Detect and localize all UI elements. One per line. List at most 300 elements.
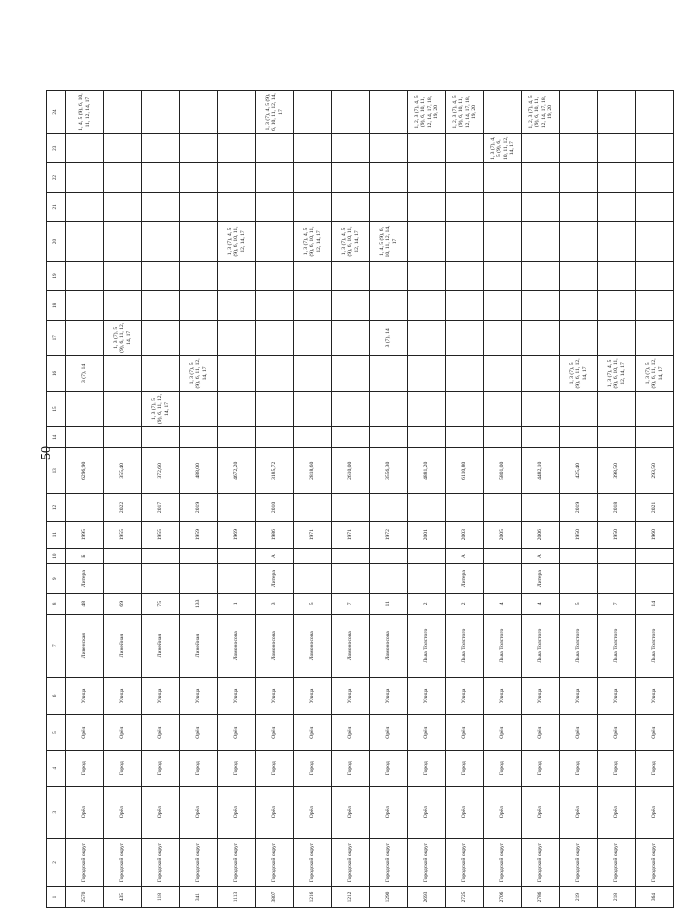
table-cell-col-5: Орёл [636,715,674,751]
page-number: 50 [39,446,54,460]
table-cell-col-9 [408,564,446,593]
table-row [104,91,142,908]
table-cell-col-18 [218,291,256,320]
table-cell-col-5: Орёл [408,715,446,751]
table-cell-col-17: 3 (7), 14 [370,320,408,356]
table-cell-col-10 [560,548,598,564]
column-number-cell: 13 [47,448,66,494]
table-cell-col-7: Льва Толстого [522,614,560,677]
table-cell-col-14 [408,427,446,448]
table-cell-col-4: Город [218,750,256,786]
table-cell-col-8: 5 [294,593,332,614]
table-cell-col-18 [142,291,180,320]
table-cell-col-13: 4672,20 [218,448,256,494]
table-cell-col-14 [522,427,560,448]
table-cell-col-7: Линейная [104,614,142,677]
table-cell-col-20: 1, 3 (7), 4, 5 (9), 6, 10, 11, 12, 14, 17 [294,222,332,262]
table-cell-col-3: Орёл [66,786,104,838]
table-row [636,91,674,908]
table-cell-col-22 [370,163,408,192]
table-cell-col-6: Улица [560,677,598,715]
table-cell-col-17 [180,320,218,356]
table-cell-col-24: 1, 2, 3 (7), 4, 5 (9), 6, 10, 11, 12, 14, 17, 18, 19, 20 [522,91,560,134]
table-cell-col-22 [484,163,522,192]
table-cell-col-4: Город [522,750,560,786]
table-cell-col-2: Городской округ [446,838,484,886]
table-cell-col-2: Городской округ [104,838,142,886]
table-cell-col-14 [180,427,218,448]
table-row [66,91,104,908]
table-cell-col-19 [560,261,598,290]
column-number-cell: 24 [47,91,66,134]
table-cell-col-15 [560,391,598,427]
column-number-cell: 19 [47,261,66,290]
table-cell-col-4: Город [104,750,142,786]
table-row [560,91,598,908]
table-cell-col-15 [370,391,408,427]
table-cell-col-6: Улица [256,677,294,715]
table-cell-col-21 [484,192,522,221]
table-cell-col-23 [522,134,560,163]
table-cell-col-1: 219 [560,887,598,908]
table-cell-col-5: Орёл [256,715,294,751]
table-cell-col-18 [66,291,104,320]
table-cell-col-16 [484,356,522,392]
table-cell-col-11: 1950 [598,521,636,548]
table-cell-col-2: Городской округ [66,838,104,886]
table-row [180,91,218,908]
table-cell-col-19 [256,261,294,290]
table-cell-col-23 [598,134,636,163]
table-cell-col-18 [256,291,294,320]
table-cell-col-16 [522,356,560,392]
table-cell-col-21 [332,192,370,221]
table-cell-col-16 [142,356,180,392]
table-cell-col-14 [256,427,294,448]
table-cell-col-15 [446,391,484,427]
table-cell-col-13: 488,00 [180,448,218,494]
table-cell-col-9 [560,564,598,593]
table-cell-col-23 [142,134,180,163]
table-cell-col-15 [484,391,522,427]
table-cell-col-1: 218 [598,887,636,908]
table-cell-col-22 [598,163,636,192]
table-cell-col-20: 1, 3 (7), 4, 5 (9), 6, 10, 11, 12, 14, 17 [332,222,370,262]
table-cell-col-8: 75 [142,593,180,614]
table-cell-col-9: Литера [522,564,560,593]
table-cell-col-16: 1, 3 (7), 5 (9), 6, 11, 12, 14, 17 [560,356,598,392]
table-cell-col-16 [370,356,408,392]
table-cell-col-1: 2786 [522,887,560,908]
table-row [484,91,522,908]
table-cell-col-16: 1, 3 (7), 4, 5 (9), 6, 10, 11, 12, 14, 17 [598,356,636,392]
table-cell-col-19 [180,261,218,290]
table-cell-col-24 [370,91,408,134]
table-cell-col-6: Улица [408,677,446,715]
table-cell-col-17 [446,320,484,356]
table-cell-col-3: Орёл [370,786,408,838]
table-cell-col-2: Городской округ [256,838,294,886]
table-cell-col-10: Б [66,548,104,564]
table-cell-col-21 [446,192,484,221]
column-number-cell: 5 [47,715,66,751]
table-cell-col-5: Орёл [142,715,180,751]
table-cell-col-23 [180,134,218,163]
table-cell-col-16 [446,356,484,392]
table-cell-col-23 [218,134,256,163]
table-cell-col-19 [598,261,636,290]
table-cell-col-17 [484,320,522,356]
table-cell-col-14 [484,427,522,448]
table-cell-col-21 [142,192,180,221]
table-cell-col-18 [446,291,484,320]
table-cell-col-18 [522,291,560,320]
table-cell-col-10: А [522,548,560,564]
table-cell-col-24 [636,91,674,134]
table-cell-col-20 [522,222,560,262]
table-cell-col-19 [370,261,408,290]
table-cell-col-16 [104,356,142,392]
table-cell-col-11: 1955 [142,521,180,548]
table-cell-col-23 [370,134,408,163]
table-cell-col-11: 2006 [522,521,560,548]
table-cell-col-2: Городской округ [560,838,598,886]
table-cell-col-3: Орёл [256,786,294,838]
table-cell-col-15 [66,391,104,427]
table-cell-col-20 [446,222,484,262]
table-cell-col-3: Орёл [408,786,446,838]
table-cell-col-6: Улица [636,677,674,715]
table-cell-col-5: Орёл [180,715,218,751]
table-cell-col-6: Улица [218,677,256,715]
table-cell-col-14 [294,427,332,448]
table-cell-col-21 [522,192,560,221]
table-cell-col-2: Городской округ [218,838,256,886]
table-cell-col-5: Орёл [294,715,332,751]
table-cell-col-19 [446,261,484,290]
table-cell-col-3: Орёл [560,786,598,838]
table-cell-col-11: 1971 [294,521,332,548]
column-number-cell: 9 [47,564,66,593]
table-cell-col-23 [446,134,484,163]
table-cell-col-2: Городской округ [636,838,674,886]
table-cell-col-13: 3556,30 [370,448,408,494]
table-cell-col-13: 398,50 [598,448,636,494]
table-cell-col-2: Городской округ [180,838,218,886]
table-cell-col-18 [560,291,598,320]
table-cell-col-17 [66,320,104,356]
table-cell-col-5: Орёл [332,715,370,751]
table-cell-col-14 [446,427,484,448]
table-cell-col-21 [636,192,674,221]
table-cell-col-22 [66,163,104,192]
table-cell-col-4: Город [370,750,408,786]
table-cell-col-20 [636,222,674,262]
table-cell-col-13: 355,40 [104,448,142,494]
table-cell-col-21 [598,192,636,221]
table-cell-col-1: 1290 [370,887,408,908]
table-cell-col-1: 435 [104,887,142,908]
table-cell-col-2: Городской округ [484,838,522,886]
table-cell-col-7: Ломоносова [332,614,370,677]
table-cell-col-15 [636,391,674,427]
table-cell-col-3: Орёл [446,786,484,838]
table-cell-col-8: 2 [408,593,446,614]
table-cell-col-9 [598,564,636,593]
table-cell-col-20 [560,222,598,262]
column-number-cell: 10 [47,548,66,564]
table-cell-col-11: 1972 [370,521,408,548]
table-cell-col-15 [598,391,636,427]
table-cell-col-17 [256,320,294,356]
table-cell-col-21 [218,192,256,221]
table-cell-col-12: 2018 [598,494,636,521]
table-cell-col-3: Орёл [332,786,370,838]
table-cell-col-21 [66,192,104,221]
table-cell-col-12 [408,494,446,521]
table-cell-col-2: Городской округ [522,838,560,886]
table-cell-col-15 [294,391,332,427]
column-number-cell: 11 [47,521,66,548]
table-cell-col-8: 48 [66,593,104,614]
table-cell-col-14 [66,427,104,448]
table-cell-col-21 [180,192,218,221]
table-cell-col-24 [104,91,142,134]
table-cell-col-17 [636,320,674,356]
table-cell-col-9 [218,564,256,593]
table-cell-col-16 [332,356,370,392]
table-cell-col-21 [560,192,598,221]
table-cell-col-13: 425,40 [560,448,598,494]
table-cell-col-8: 133 [180,593,218,614]
table-cell-col-4: Город [332,750,370,786]
table-cell-col-4: Город [560,750,598,786]
table-cell-col-24 [484,91,522,134]
table-cell-col-6: Улица [294,677,332,715]
table-cell-col-3: Орёл [142,786,180,838]
table-cell-col-2: Городской округ [370,838,408,886]
table-cell-col-12 [446,494,484,521]
table-cell-col-14 [142,427,180,448]
table-cell-col-24: 1, 2, 3 (7), 4, 5 (9), 6, 10, 11, 12, 14, 17, 18, 19, 20 [408,91,446,134]
table-row [218,91,256,908]
table-cell-col-4: Город [484,750,522,786]
table-cell-col-9 [294,564,332,593]
table-cell-col-17 [294,320,332,356]
table-cell-col-6: Улица [484,677,522,715]
table-cell-col-12 [66,494,104,521]
table-cell-col-19 [142,261,180,290]
table-cell-col-18 [370,291,408,320]
table-cell-col-18 [598,291,636,320]
table-cell-col-24: 1, 2, 3 (7), 4, 5 (9), 6, 10, 11, 12, 14, 17, 18, 19, 20 [446,91,484,134]
table-cell-col-5: Орёл [104,715,142,751]
table-row [332,91,370,908]
table-cell-col-20 [180,222,218,262]
table-cell-col-5: Орёл [484,715,522,751]
column-number-cell: 4 [47,750,66,786]
table-cell-col-10 [636,548,674,564]
table-cell-col-1: 2693 [408,887,446,908]
table-cell-col-10 [180,548,218,564]
column-number-cell: 23 [47,134,66,163]
column-number-cell: 12 [47,494,66,521]
table-cell-col-10 [104,548,142,564]
table-cell-col-7: Льва Толстого [408,614,446,677]
table-cell-col-13: 2818,60 [294,448,332,494]
table-cell-col-3: Орёл [180,786,218,838]
table-cell-col-1: 2725 [446,887,484,908]
table-cell-col-13: 2610,00 [332,448,370,494]
column-number-cell: 14 [47,427,66,448]
table-cell-col-23 [294,134,332,163]
table-cell-col-10 [332,548,370,564]
column-number-cell: 18 [47,291,66,320]
table-cell-col-11: 1955 [104,521,142,548]
table-cell-col-14 [370,427,408,448]
table-cell-col-17 [218,320,256,356]
table-cell-col-5: Орёл [446,715,484,751]
table-cell-col-3: Орёл [636,786,674,838]
table-cell-col-6: Улица [370,677,408,715]
table-cell-col-1: 118 [142,887,180,908]
table-cell-col-7: Ломоносова [294,614,332,677]
table-cell-col-8: 4 [484,593,522,614]
column-number-cell: 22 [47,163,66,192]
table-row [370,91,408,908]
table-cell-col-7: Ливенская [66,614,104,677]
table-cell-col-6: Улица [522,677,560,715]
table-cell-col-4: Город [408,750,446,786]
table-cell-col-22 [636,163,674,192]
table-cell-col-10: А [256,548,294,564]
table-cell-col-23 [560,134,598,163]
table-cell-col-14 [332,427,370,448]
table-cell-col-4: Город [598,750,636,786]
table-cell-col-7: Льва Толстого [560,614,598,677]
table-cell-col-6: Улица [332,677,370,715]
table-cell-col-1: 1113 [218,887,256,908]
column-number-cell: 15 [47,391,66,427]
table-cell-col-8: 5 [560,593,598,614]
table-cell-col-19 [636,261,674,290]
column-number-cell: 7 [47,614,66,677]
table-cell-col-2: Городской округ [598,838,636,886]
table-cell-col-13: 293,50 [636,448,674,494]
table-cell-col-19 [522,261,560,290]
table-cell-col-14 [218,427,256,448]
table-cell-col-2: Городской округ [408,838,446,886]
table-cell-col-23 [66,134,104,163]
table-cell-col-12: 2022 [104,494,142,521]
table-cell-col-13: 6296,90 [66,448,104,494]
table-cell-col-5: Орёл [66,715,104,751]
table-cell-col-14 [104,427,142,448]
table-cell-col-24 [560,91,598,134]
table-cell-col-17 [142,320,180,356]
table-cell-col-10: А [446,548,484,564]
table-cell-col-22 [560,163,598,192]
table-cell-col-6: Улица [142,677,180,715]
table-cell-col-4: Город [180,750,218,786]
table-cell-col-12: 2021 [636,494,674,521]
table-cell-col-4: Город [142,750,180,786]
table-cell-col-16: 1, 3 (7), 5 (9), 6, 11, 12, 14, 17 [180,356,218,392]
table-row [256,91,294,908]
table-cell-col-20: 1, 4, 5 (9), 6, 10, 11, 12, 14, 17 [370,222,408,262]
table-cell-col-10 [370,548,408,564]
table-cell-col-14 [598,427,636,448]
table-cell-col-20 [66,222,104,262]
table-cell-col-1: 341 [180,887,218,908]
table-cell-col-2: Городской округ [294,838,332,886]
table-cell-col-18 [104,291,142,320]
table-cell-col-21 [104,192,142,221]
table-cell-col-15 [104,391,142,427]
table-cell-col-20 [598,222,636,262]
table-cell-col-23 [256,134,294,163]
table-cell-col-12 [484,494,522,521]
table-cell-col-13: 4881,20 [408,448,446,494]
table-cell-col-12: 2017 [142,494,180,521]
table-cell-col-18 [332,291,370,320]
table-cell-col-8: 1 [218,593,256,614]
table-cell-col-12 [332,494,370,521]
table-cell-col-11: 1971 [332,521,370,548]
table-cell-col-7: Ломоносова [370,614,408,677]
table-cell-col-3: Орёл [598,786,636,838]
table-cell-col-11: 1960 [636,521,674,548]
table-cell-col-22 [522,163,560,192]
table-cell-col-9 [484,564,522,593]
table-cell-col-7: Ломоносова [218,614,256,677]
table-cell-col-22 [218,163,256,192]
column-number-cell: 20 [47,222,66,262]
table-cell-col-19 [294,261,332,290]
table-cell-col-7: Льва Толстого [446,614,484,677]
table-cell-col-11: 1969 [218,521,256,548]
table-cell-col-14 [560,427,598,448]
table-cell-col-5: Орёл [522,715,560,751]
table-cell-col-20 [408,222,446,262]
table-cell-col-19 [218,261,256,290]
table-cell-col-8: 11 [370,593,408,614]
table-cell-col-3: Орёл [104,786,142,838]
table-cell-col-16: 1, 3 (7), 5 (9), 6, 11, 12, 14, 17 [636,356,674,392]
table-cell-col-15: 1, 3 (7), 5 (9), 6, 11, 12, 14, 17 [142,391,180,427]
table-cell-col-13: 372,60 [142,448,180,494]
table-cell-col-6: Улица [446,677,484,715]
table-cell-col-11: 1959 [180,521,218,548]
table-cell-col-10 [142,548,180,564]
table-cell-col-5: Орёл [598,715,636,751]
table-cell-col-16 [294,356,332,392]
table-row [598,91,636,908]
table-cell-col-8: 7 [332,593,370,614]
column-number-cell: 1 [47,887,66,908]
table-cell-col-11: 1950 [560,521,598,548]
table-cell-col-24 [332,91,370,134]
table-cell-col-3: Орёл [294,786,332,838]
table-cell-col-12: 2019 [180,494,218,521]
table-cell-col-4: Город [256,750,294,786]
column-number-cell: 6 [47,677,66,715]
table-cell-col-13: 5801,00 [484,448,522,494]
table-cell-col-6: Улица [66,677,104,715]
table-cell-col-10 [218,548,256,564]
table-cell-col-8: 2 [446,593,484,614]
table-cell-col-9 [180,564,218,593]
